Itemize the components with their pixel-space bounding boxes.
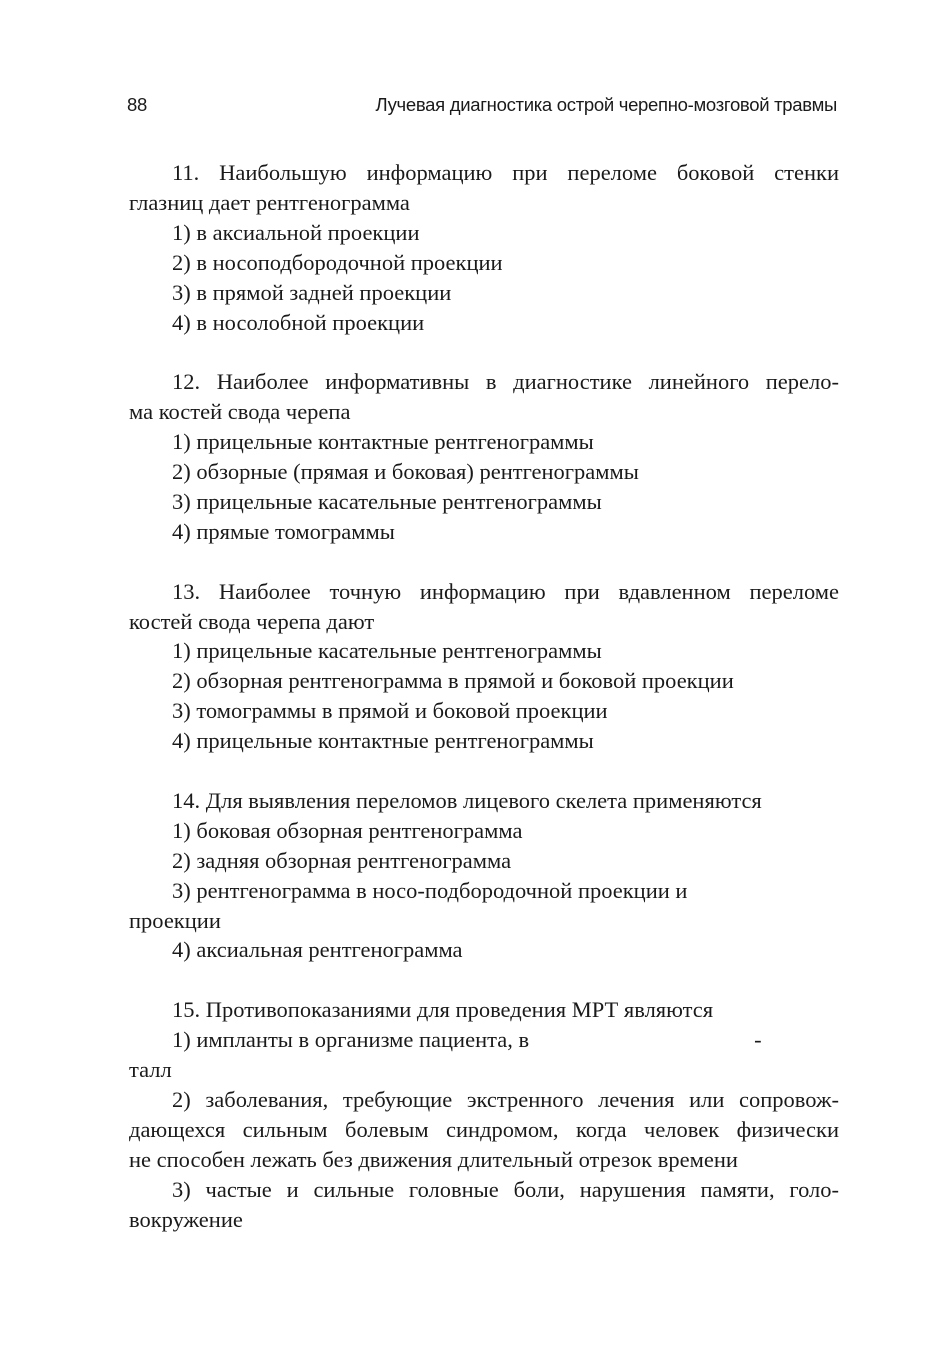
question-13	[129, 577, 839, 756]
question-11	[129, 158, 839, 337]
answer-option: 2) обзорная рентгенограмма в прямой и боковой проекции	[172, 668, 734, 694]
answer-option-continuation: проекции	[129, 907, 221, 933]
question-stem-line: глазниц дает рентгенограмма	[129, 189, 410, 215]
answer-option: 3) частые и сильные головные боли, нарушения памяти, голо-	[172, 1176, 839, 1202]
question-stem-line: 15. Противопоказаниями для проведения МРТ являются	[172, 997, 714, 1023]
question-12	[129, 367, 839, 546]
page-number: 88	[127, 94, 147, 115]
running-head	[127, 94, 837, 120]
question-stem-line: 11. Наибольшую информацию при переломе боковой стенки	[172, 160, 839, 185]
question-stem-line: костей свода черепа дают	[129, 608, 375, 634]
answer-option: 2) заболевания, требующие экстренного лечения или сопровож-	[172, 1086, 839, 1112]
question-list	[129, 158, 839, 1264]
answer-option: 4) аксиальная рентгенограмма	[172, 937, 463, 963]
answer-option: 1) импланты в организме пациента, в -	[172, 1027, 762, 1053]
answer-option: 1) прицельные касательные рентгенограммы	[172, 638, 602, 664]
answer-option-continuation: дающехся сильным болевым синдромом, когда человек физически	[129, 1116, 839, 1142]
answer-option: 4) в носолобной проекции	[172, 309, 425, 335]
question-15	[129, 995, 839, 1234]
question-stem-line: 13. Наиболее точную информацию при вдавленном переломе	[172, 578, 839, 604]
answer-option: 3) в прямой задней проекции	[172, 279, 452, 305]
answer-option: 4) прямые томограммы	[172, 518, 395, 544]
answer-option: 2) в носоподбородочной проекции	[172, 249, 503, 275]
answer-option: 3) прицельные касательные рентгенограммы	[172, 488, 602, 514]
answer-option: 3) томограммы в прямой и боковой проекции	[172, 698, 608, 724]
answer-option-continuation: не способен лежать без движения длительный отрезок времени	[129, 1146, 738, 1172]
answer-option: 1) боковая обзорная рентгенограмма	[172, 817, 523, 843]
answer-option: 1) прицельные контактные рентгенограммы	[172, 429, 594, 455]
question-stem-line: 12. Наиболее информативны в диагностике линейного перело-	[172, 369, 839, 395]
answer-option-continuation: вокружение	[129, 1206, 243, 1232]
question-stem-line: 14. Для выявления переломов лицевого скелета применяются	[172, 787, 762, 813]
answer-option: 1) в аксиальной проекции	[172, 219, 420, 245]
question-stem-line: ма костей свода черепа	[129, 399, 351, 425]
answer-option-continuation: талл	[129, 1057, 172, 1083]
question-14	[129, 786, 839, 965]
answer-option: 2) обзорные (прямая и боковая) рентгенограммы	[172, 459, 639, 485]
answer-option: 4) прицельные контактные рентгенограммы	[172, 728, 594, 754]
answer-option: 2) задняя обзорная рентгенограмма	[172, 847, 512, 873]
answer-option: 3) рентгенограмма в носо-подбородочной проекции и	[172, 877, 688, 903]
running-title: Лучевая диагностика острой черепно-мозговой травмы	[375, 94, 837, 115]
